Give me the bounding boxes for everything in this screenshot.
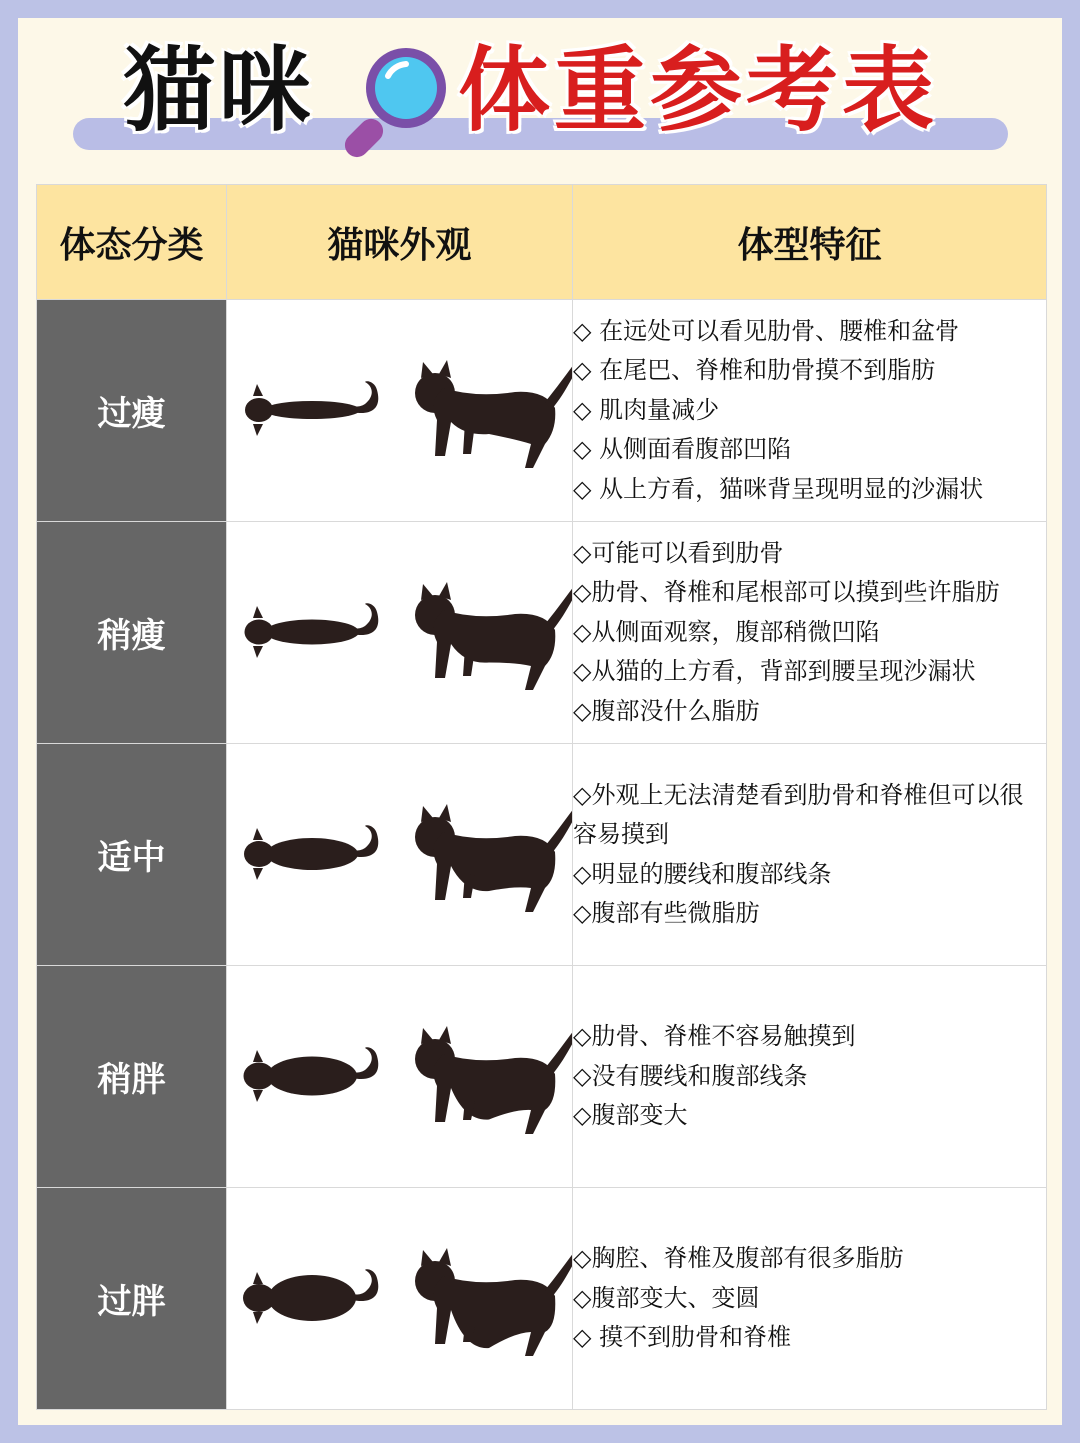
header-category: 体态分类 xyxy=(37,185,227,300)
features-list xyxy=(573,1239,1046,1358)
cat-silhouettes xyxy=(227,744,572,965)
appearance-cell xyxy=(227,966,573,1188)
side-view-silhouette xyxy=(415,1248,572,1356)
feature-item: ◇没有腰线和腹部线条 xyxy=(573,1061,808,1090)
header-appearance: 猫咪外观 xyxy=(227,185,573,300)
feature-item: ◇明显的腰线和腹部线条 xyxy=(573,859,832,888)
header-features: 体型特征 xyxy=(573,185,1047,300)
features-cell xyxy=(573,522,1047,744)
category-cell: 稍瘦 xyxy=(37,522,227,744)
feature-item: ◇ 从上方看，猫咪背呈现明显的沙漏状 xyxy=(573,474,984,503)
table-row xyxy=(37,744,1047,966)
title-right: 体重参考表 xyxy=(458,37,939,144)
feature-item: ◇ 从侧面看腹部凹陷 xyxy=(573,435,792,464)
feature-item: ◇外观上无法清楚看到肋骨和脊椎但可以很容易摸到 xyxy=(573,780,1024,848)
feature-item: ◇胸腔、脊椎及腹部有很多脂肪 xyxy=(573,1244,904,1273)
magnifier-icon xyxy=(336,38,451,163)
category-cell: 稍胖 xyxy=(37,966,227,1188)
top-view-silhouette xyxy=(245,603,379,658)
feature-item: ◇腹部变大、变圆 xyxy=(573,1283,760,1312)
features-cell xyxy=(573,300,1047,522)
cat-silhouettes xyxy=(227,522,572,743)
feature-item: ◇ 摸不到肋骨和脊椎 xyxy=(573,1323,792,1352)
table-row xyxy=(37,966,1047,1188)
feature-item: ◇腹部变大 xyxy=(573,1101,688,1130)
features-cell xyxy=(573,966,1047,1188)
features-list xyxy=(573,1017,1046,1136)
side-view-silhouette xyxy=(415,804,572,912)
cat-silhouettes xyxy=(227,1188,572,1409)
title-left: 猫咪 xyxy=(123,37,316,144)
cat-silhouettes xyxy=(227,300,572,521)
table-row xyxy=(37,300,1047,522)
feature-item: ◇ 在远处可以看见肋骨、腰椎和盆骨 xyxy=(573,316,960,345)
feature-item: ◇从侧面观察，腹部稍微凹陷 xyxy=(573,617,880,646)
features-list xyxy=(573,776,1046,934)
appearance-cell xyxy=(227,522,573,744)
category-cell: 过瘦 xyxy=(37,300,227,522)
feature-item: ◇肋骨、脊椎不容易触摸到 xyxy=(573,1022,856,1051)
weight-table xyxy=(36,184,1047,1410)
category-cell: 适中 xyxy=(37,744,227,966)
side-view-silhouette xyxy=(415,582,572,690)
cat-silhouettes xyxy=(227,966,572,1187)
feature-item: ◇ 在尾巴、脊椎和肋骨摸不到脂肪 xyxy=(573,356,936,385)
feature-item: ◇从猫的上方看，背部到腰呈现沙漏状 xyxy=(573,657,976,686)
table-header-row xyxy=(37,185,1047,300)
feature-item: ◇可能可以看到肋骨 xyxy=(573,538,784,567)
side-view-silhouette xyxy=(415,360,572,468)
title-area xyxy=(18,18,1062,188)
appearance-cell xyxy=(227,300,573,522)
top-view-silhouette xyxy=(244,1047,379,1102)
table-row xyxy=(37,1188,1047,1410)
appearance-cell xyxy=(227,1188,573,1410)
feature-item: ◇腹部有些微脂肪 xyxy=(573,899,760,927)
features-cell xyxy=(573,1188,1047,1410)
features-list xyxy=(573,312,1046,510)
features-cell xyxy=(573,744,1047,966)
page xyxy=(18,18,1062,1425)
top-view-silhouette xyxy=(243,1269,378,1324)
side-view-silhouette xyxy=(415,1026,572,1134)
top-view-silhouette xyxy=(244,825,378,880)
category-cell: 过胖 xyxy=(37,1188,227,1410)
top-view-silhouette xyxy=(245,381,378,436)
features-list xyxy=(573,534,1046,732)
feature-item: ◇ 肌肉量减少 xyxy=(573,395,720,424)
appearance-cell xyxy=(227,744,573,966)
table-row xyxy=(37,522,1047,744)
feature-item: ◇腹部没什么脂肪 xyxy=(573,696,760,725)
feature-item: ◇肋骨、脊椎和尾根部可以摸到些许脂肪 xyxy=(573,578,1000,607)
